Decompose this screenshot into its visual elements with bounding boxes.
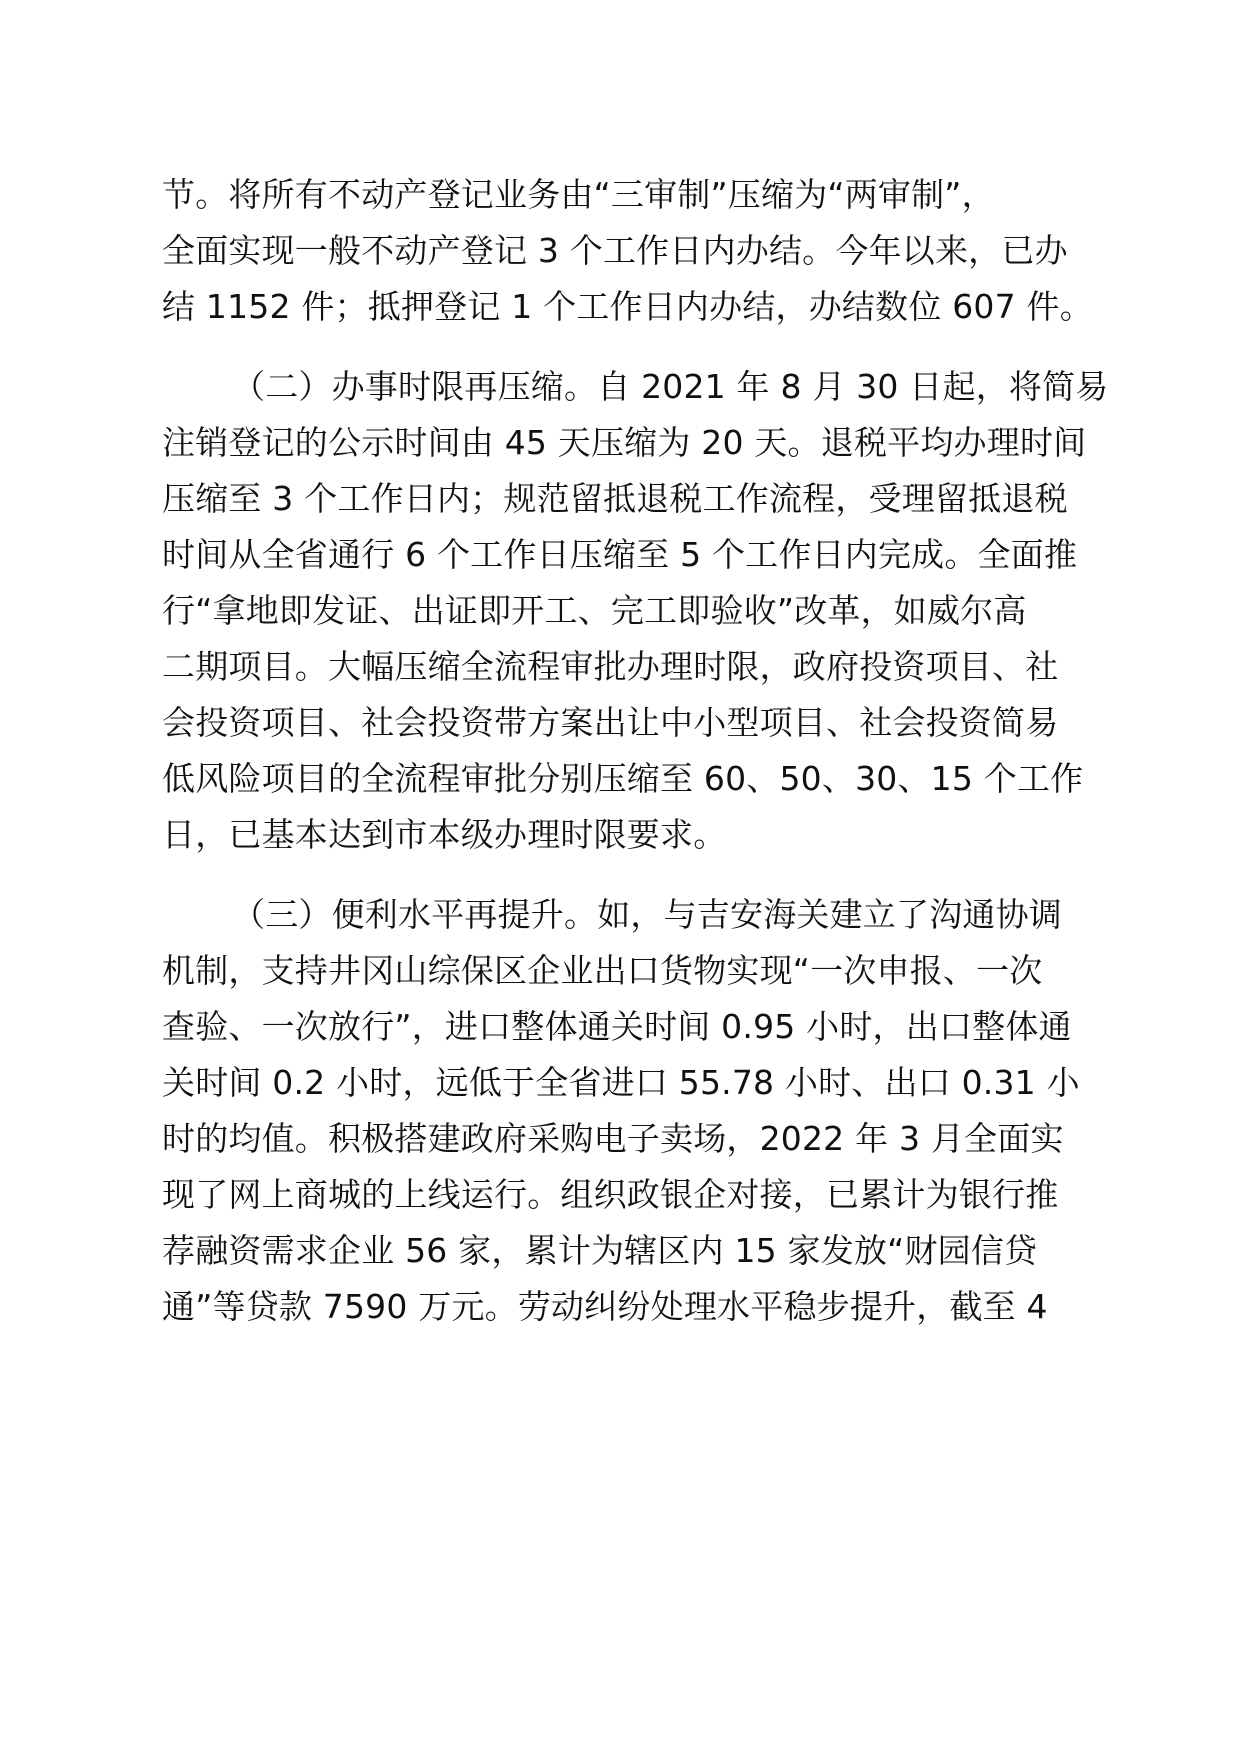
text-line: 压缩至 3 个工作日内；规范留抵退税工作流程，受理留抵退税 bbox=[162, 479, 1068, 518]
text-line: 低风险项目的全流程审批分别压缩至 60、50、30、15 个工作 bbox=[162, 759, 1084, 798]
text-line: 荐融资需求企业 56 家，累计为辖区内 15 家发放“财园信贷 bbox=[162, 1231, 1038, 1270]
text-line: 机制，支持井冈山综保区企业出口货物实现“一次申报、一次 bbox=[162, 951, 1043, 990]
text-line: 时间从全省通行 6 个工作日压缩至 5 个工作日内完成。全面推 bbox=[162, 535, 1078, 574]
text-line: 日，已基本达到市本级办理时限要求。 bbox=[162, 815, 727, 854]
text-line: 关时间 0.2 小时，远低于全省进口 55.78 小时、出口 0.31 小 bbox=[162, 1063, 1080, 1102]
text-line: 结 1152 件；抵押登记 1 个工作日内办结，办结数位 607 件。 bbox=[162, 287, 1093, 326]
text-line: 二期项目。大幅压缩全流程审批办理时限，政府投资项目、社 bbox=[162, 647, 1059, 686]
text-line: 注销登记的公示时间由 45 天压缩为 20 天。退税平均办理时间 bbox=[162, 423, 1087, 462]
text-line: 行“拿地即发证、出证即开工、完工即验收”改革，如威尔高 bbox=[162, 591, 1027, 630]
section-heading-paragraph-start: （三）便利水平再提升。如，与吉安海关建立了沟通协调 bbox=[232, 895, 1062, 934]
text-line: 节。将所有不动产登记业务由“三审制”压缩为“两审制”， bbox=[162, 175, 995, 214]
text-line: 现了网上商城的上线运行。组织政银企对接，已累计为银行推 bbox=[162, 1175, 1059, 1214]
text-line: 通”等贷款 7590 万元。劳动纠纷处理水平稳步提升，截至 4 bbox=[162, 1287, 1048, 1326]
text-line: 全面实现一般不动产登记 3 个工作日内办结。今年以来，已办 bbox=[162, 231, 1068, 270]
section-heading-paragraph-start: （二）办事时限再压缩。自 2021 年 8 月 30 日起，将简易 bbox=[232, 367, 1109, 406]
text-line: 会投资项目、社会投资带方案出让中小型项目、社会投资简易 bbox=[162, 703, 1059, 742]
text-line: 查验、一次放行”，进口整体通关时间 0.95 小时，出口整体通 bbox=[162, 1007, 1072, 1046]
text-line: 时的均值。积极搭建政府采购电子卖场，2022 年 3 月全面实 bbox=[162, 1119, 1064, 1158]
